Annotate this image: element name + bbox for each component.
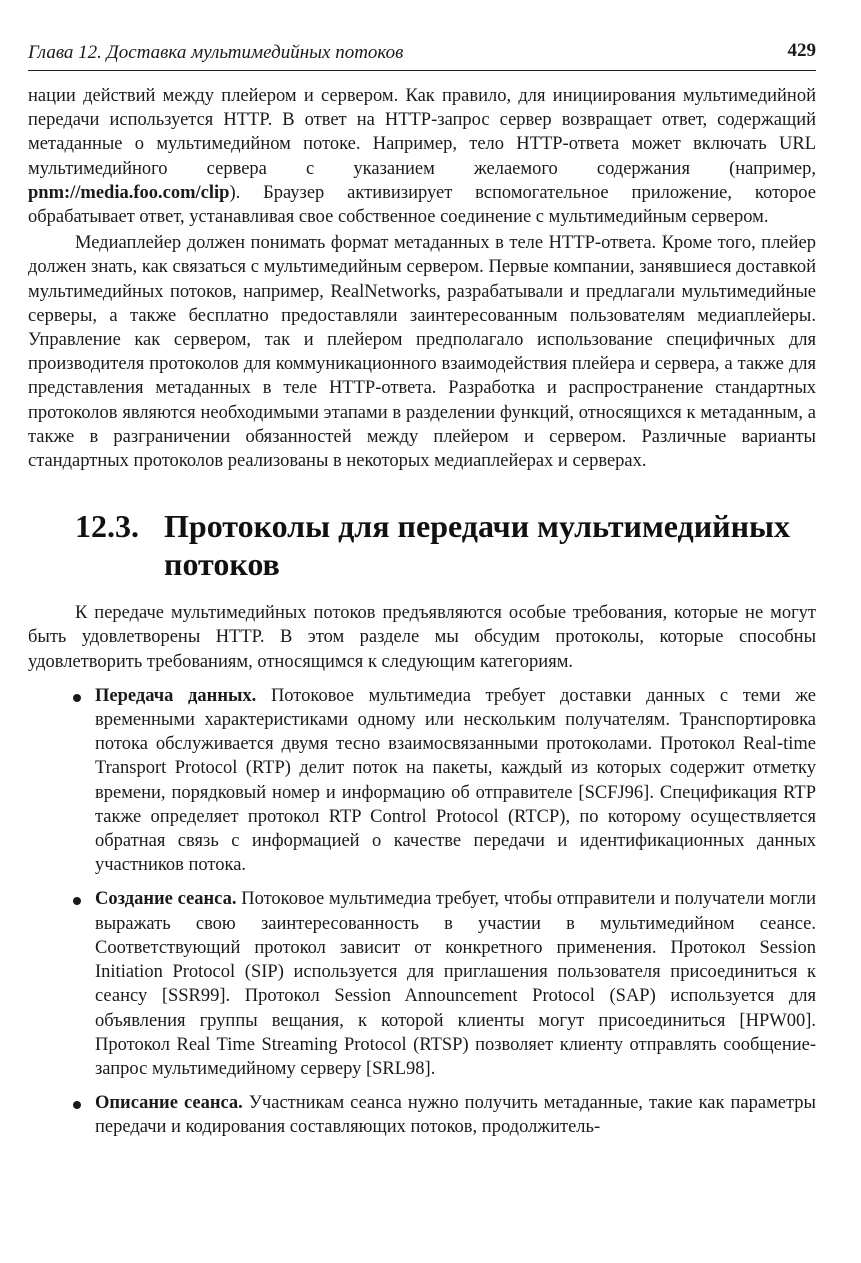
paragraph-mediaplayer: Медиаплейер должен понимать формат метаданных в теле HTTP-ответа. Кроме того, плейер должен знать, как связаться с мультимедийным сервером. Первые компании, занявшиеся доставкой мультимедийных потоков, например, RealNetworks, разрабатывали и предлагали мультимедийные серверы, а также бесплатно предоставляли заинтересованным пользователям медиаплейеры. Управление как сервером, так и плейером предполагало использование специфичных для производителя протоколов для коммуникационного взаимодействия плейера и сервера, а также для представления метаданных в теле HTTP-ответа. Разработка и распространение стандартных протоколов являются необходимыми этапами в разделении функций, относящихся к метаданным, а также в разграничении обязанностей между плейером и сервером. Различные варианты стандартных протоколов реализованы в некоторых медиаплейерах и серверах. (28, 233, 816, 472)
section-title: Протоколы для передачи мультимедийных потоков (164, 508, 791, 583)
section-heading (28, 507, 816, 583)
list-item-term: Описание сеанса. (95, 1093, 243, 1114)
list-item-text (95, 684, 816, 878)
list-item-body: Участникам сеанса нужно получить метаданные, такие как параметры передачи и кодирования составляющих потоков, продолжитель- (95, 1093, 816, 1138)
list-item (28, 684, 816, 878)
requirements-list (28, 684, 816, 1140)
list-item-term: Передача данных. (95, 685, 257, 706)
paragraph-text: нации действий между плейером и сервером. Как правило, для инициирования мультимедийной передачи используется HTTP. В ответ на HTTP-запрос сервер возвращает ответ, содержащий метаданные о мультимедийном потоке. Например, тело HTTP-ответа может включать URL мультимедийного сервера с указанием желаемого содержания (например, (28, 86, 816, 179)
list-item (28, 887, 816, 1081)
list-item-text (95, 887, 816, 1081)
list-item-body: Потоковое мультимедиа требует доставки данных с теми же временными характеристиками одному или нескольким получателям. Транспортировка потока обслуживается двумя тесно взаимосвязанными протоколами. Протокол Real-time Transport Protocol (RTP) делит поток на пакеты, каждый из которых содержит отметку времени, порядковый номер и информацию об отправителе [SCFJ96]. Спецификация RTP также определяет протокол RTP Control Protocol (RTCP), по которому осуществляется обратная связь с информацией о качестве передачи и идентификационных данных участников потока. (95, 685, 816, 876)
bullet-icon (73, 694, 81, 702)
list-item-term: Создание сеанса. (95, 889, 237, 910)
example-url: pnm://media.foo.com/clip (28, 182, 230, 203)
list-item (28, 1091, 816, 1139)
page-number: 429 (787, 40, 816, 61)
paragraph-continued (28, 84, 816, 229)
section-number: 12.3. (75, 508, 139, 545)
page-body (28, 84, 816, 1150)
list-item-text (95, 1091, 816, 1139)
list-item-body: Потоковое мультимедиа требует, чтобы отправители и получатели могли выражать свою заинтересованность в участии в мультимедийном сеансе. Соответствующий протокол зависит от конкретного применения. Протокол Session Initiation Protocol (SIP) используется для приглашения пользователя присоединиться к сеансу [SSR99]. Протокол Session Announcement Protocol (SAP) используется для объявления группы вещания, к которой клиенты могут присоединиться [HPW00]. Протокол Real Time Streaming Protocol (RTSP) позволяет клиенту отправлять сообщение-запрос мультимедийному серверу [SRL98]. (95, 889, 817, 1079)
bullet-icon (73, 897, 81, 905)
running-header (28, 40, 816, 71)
bullet-icon (73, 1101, 81, 1109)
chapter-title: Глава 12. Доставка мультимедийных потоков (28, 42, 404, 63)
paragraph-text: ). Браузер активизирует вспомогательное приложение, которое обрабатывает ответ, устанавливая свое собственное соединение с мультимедийным сервером. (28, 182, 816, 228)
section-intro: К передаче мультимедийных потоков предъявляются особые требования, которые не могут быть удовлетворены HTTP. В этом разделе мы обсудим протоколы, которые способны удовлетворить требованиям, относящимся к следующим категориям. (28, 603, 816, 672)
